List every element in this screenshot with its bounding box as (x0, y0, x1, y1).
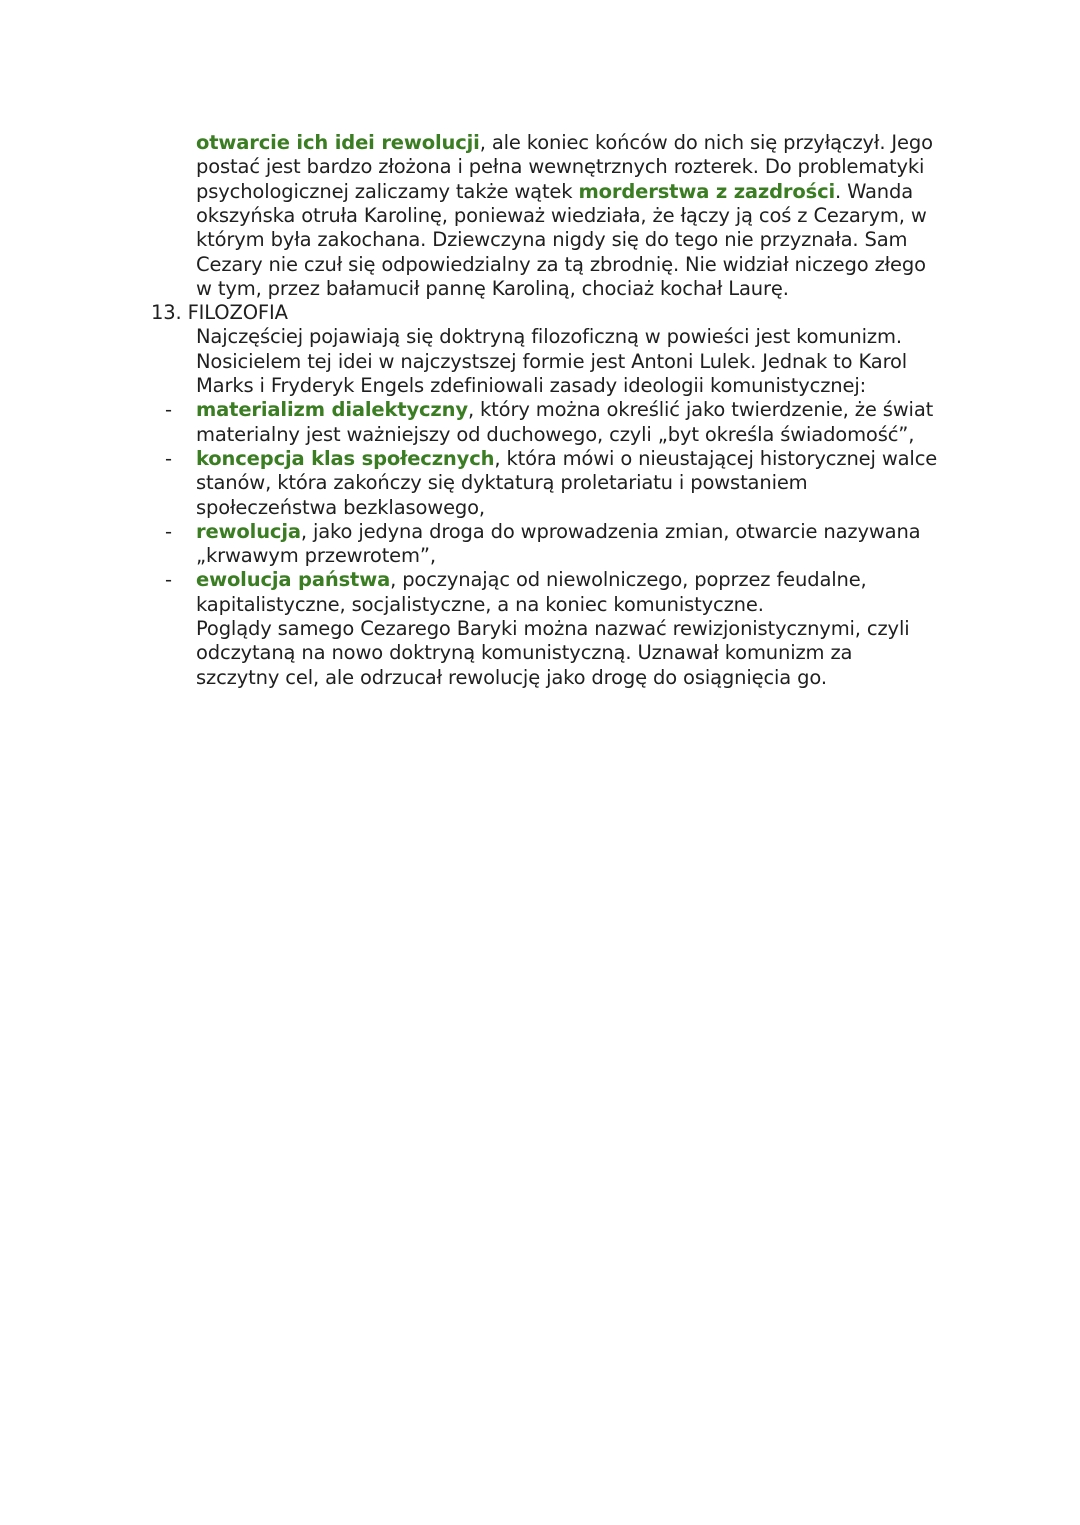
text-line: którym była zakochana. Dziewczyna nigdy się do tego nie przyznała. Sam (196, 228, 908, 252)
section-heading: 13. FILOZOFIA (151, 301, 288, 325)
highlighted-term: materializm dialektyczny (196, 398, 468, 422)
list-item: materializm dialektyczny, który można określić jako twierdzenie, że świat (196, 398, 934, 422)
text-line: otwarcie ich idei rewolucji, ale koniec końców do nich się przyłączył. Jego (196, 131, 933, 154)
text-line: postać jest bardzo złożona i pełna wewnętrznych rozterek. Do problematyki (196, 155, 925, 179)
text-line: społeczeństwa bezklasowego, (196, 495, 485, 519)
text-line: materialny jest ważniejszy od duchowego, czyli „byt określa świadomość”, (196, 422, 915, 446)
text-line: odczytaną na nowo doktryną komunistyczną. Uznawał komunizm za (196, 641, 853, 665)
bullet-marker: - (165, 519, 173, 543)
text-line: Marks i Fryderyk Engels zdefiniowali zasady ideologii komunistycznej: (196, 374, 867, 397)
list-item: ewolucja państwa, poczynając od niewolniczego, poprzez feudalne, (196, 568, 867, 592)
text-line: w tym, przez bałamucił pannę Karoliną, chociaż kochał Laurę. (196, 276, 789, 300)
text-line: Najczęściej pojawiają się doktryną filozoficzną w powieści jest komunizm. (196, 325, 902, 349)
text-line: okszyńska otruła Karolinę, ponieważ wiedziała, że łączy ją coś z Cezarym, w (196, 203, 927, 227)
text-line: psychologicznej zaliczamy także wątek morderstwa z zazdrości. Wanda (196, 179, 914, 203)
bullet-marker: - (165, 568, 173, 592)
text-line: Cezary nie czuł się odpowiedzialny za tą zbrodnię. Nie widział niczego złego (196, 252, 926, 276)
highlighted-term: morderstwa z zazdrości (578, 179, 836, 203)
bullet-marker: - (165, 446, 173, 470)
highlighted-term: otwarcie ich idei rewolucji (196, 131, 480, 154)
text-line: stanów, która zakończy się dyktaturą proletariatu i powstaniem (196, 471, 808, 495)
highlighted-term: koncepcja klas społecznych (196, 446, 495, 470)
text-line: Poglądy samego Cezarego Baryki można nazwać rewizjonistycznymi, czyli (196, 617, 910, 640)
highlighted-term: rewolucja (196, 519, 301, 543)
text-line: szczytny cel, ale odrzucał rewolucję jako drogę do osiągnięcia go. (196, 665, 827, 689)
text-line: kapitalistyczne, socjalistyczne, a na koniec komunistyczne. (196, 592, 764, 616)
text-line: „krwawym przewrotem”, (196, 544, 436, 568)
list-item: rewolucja, jako jedyna droga do wprowadzenia zmian, otwarcie nazywana (196, 519, 921, 543)
bullet-marker: - (165, 398, 173, 422)
text-line: Nosicielem tej idei w najczystszej formie jest Antoni Lulek. Jednak to Karol (196, 349, 908, 373)
highlighted-term: ewolucja państwa (196, 568, 391, 592)
list-item: koncepcja klas społecznych, która mówi o nieustającej historycznej walce (196, 446, 938, 470)
